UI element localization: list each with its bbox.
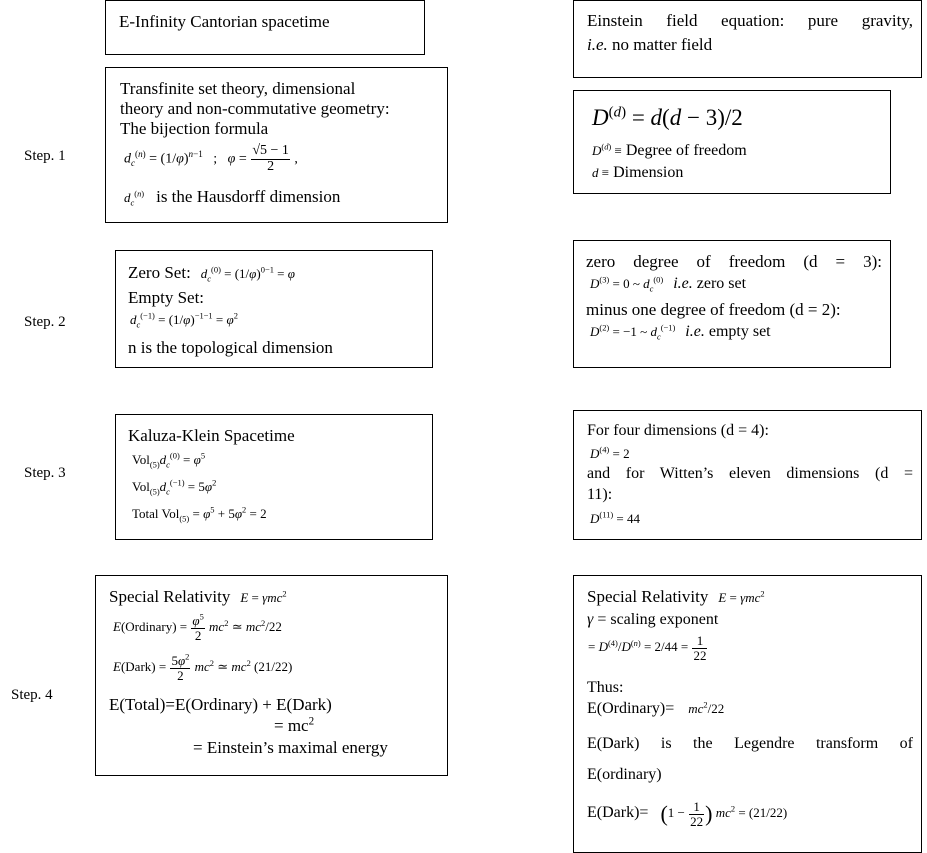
right-dark-line: E(Dark)= (1 − $\frac{1}{22}$ ) $mc^2 = (21/22)$: [587, 799, 788, 829]
right-s3-witten1: and for Witten’s eleven dimensions (d =: [587, 465, 913, 482]
gamma-line: γ = scaling exponent: [587, 611, 719, 628]
left-s1-line2: theory and non-commutative geometry:: [120, 99, 390, 118]
bijection-formula: $d_c^{(n)} = (1/\varphi)^{n-1}$ ; φ = $\frac{√5 - 1}{2}$ ,: [124, 143, 298, 174]
right-step4-box: [573, 575, 922, 853]
right-step1-box: [573, 90, 891, 194]
d4-formula: $D^{(4)} = 2$: [590, 444, 630, 461]
right-s1-dim: Dimension: [613, 164, 684, 181]
right-s4-ord: E(Ordinary)=: [587, 700, 675, 717]
gamma-formula: = $D^{(4)}/D^{(n)} = 2/44$ = $\frac{1}{22}$: [588, 633, 707, 663]
step-label-2: Step. 2: [24, 314, 66, 330]
left-step3-box: [115, 414, 433, 540]
left-s2-topo: n is the topological dimension: [128, 338, 333, 357]
vol-formula-2: $Vol_{(5)}d_c^{(-1)} = 5\varphi^2$: [132, 477, 217, 497]
left-s4-total: E(Total)=E(Ordinary) + E(Dark): [109, 695, 332, 714]
right-s4-dark: E(Dark)=: [587, 804, 649, 822]
e-dark-formula: E(Dark) = $\frac{5\varphi^2}{2}$ $mc^2$ ≃ $mc^2$ (21/22): [113, 651, 293, 683]
right-s4-legendre1: E(Dark) is the Legendre transform of: [587, 735, 913, 752]
left-title-box: [105, 0, 425, 55]
zero-set-line: Zero Set: $d_c^{(0)} = (1/\varphi)^{0-1} = \varphi$: [128, 263, 295, 284]
left-sr-line: Special Relativity E = γmc$^2$: [109, 587, 287, 606]
right-s1-dof: Degree of freedom: [625, 142, 747, 159]
right-s4-title: Special Relativity: [587, 587, 709, 606]
right-s2-minus: minus one degree of freedom (d = 2):: [586, 300, 841, 319]
left-s3-title: Kaluza-Klein Spacetime: [128, 426, 295, 445]
left-s1-hausdorff: is the Hausdorff dimension: [156, 187, 341, 206]
left-title: E-Infinity Cantorian spacetime: [119, 12, 330, 31]
left-s4-einstein: = Einstein’s maximal energy: [193, 738, 388, 757]
right-sr-line: Special Relativity E = γmc$^2$: [587, 587, 765, 606]
hausdorff-line: $d_c^{(n)}$ is the Hausdorff dimension: [124, 187, 341, 208]
e-ordinary-formula: E(Ordinary) = $\frac{\varphi^5}{2}$ $mc^2$ ≃ $mc^2/22$: [113, 611, 282, 643]
dim-def-line: d ≡ Dimension: [592, 164, 684, 181]
right-s4-legendre2: E(ordinary): [587, 766, 662, 783]
empty-set-dof-formula: $D^{(2)} = -1$ ~ $d_c^{(-1)}$ i.e. empty set: [590, 322, 771, 342]
left-s4-mc2: = mc: [274, 716, 309, 735]
zero-set-formula: $D^{(3)} = 0$ ~ $d_c^{(0)}$ i.e. zero set: [590, 274, 747, 294]
right-title-box: [573, 0, 922, 78]
left-s1-line3: The bijection formula: [120, 119, 269, 138]
left-step2-box: [115, 250, 433, 368]
right-s2-zero-set: zero set: [696, 275, 747, 292]
left-s4-title: Special Relativity: [109, 587, 231, 606]
dof-formula: $D^{(d)} = d(d - 3)/2$: [592, 104, 743, 130]
right-s4-thus: Thus:: [587, 679, 624, 696]
right-title-line1: Einstein field equation: pure gravity,: [587, 11, 913, 30]
right-s2-zero-dof: zero degree of freedom (d = 3):: [586, 252, 882, 271]
right-s2-empty-set: empty set: [708, 323, 771, 340]
left-s1-line1: Transfinite set theory, dimensional: [120, 79, 356, 98]
left-s2-empty: Empty Set:: [128, 288, 205, 307]
d11-formula: $D^{(11)} = 44$: [590, 509, 640, 526]
left-step4-box: [95, 575, 448, 776]
right-ord-line: E(Ordinary)= $mc^2/22$: [587, 699, 725, 717]
right-s4-gamma: = scaling exponent: [597, 611, 719, 628]
step-label-3: Step. 3: [24, 465, 66, 481]
right-s3-four: For four dimensions (d = 4):: [587, 422, 769, 439]
vol-formula-1: $Vol_{(5)}d_c^{(0)} = \varphi^5$: [132, 450, 206, 470]
right-title-line2: no matter field: [612, 35, 713, 54]
step-label-1: Step. 1: [24, 148, 66, 164]
left-step1-box: [105, 67, 448, 223]
left-mc2-line: = $mc^2$: [274, 715, 315, 735]
vol-formula-total: Total $Vol_{(5)} = \varphi^5 + 5\varphi^2 = 2$: [132, 504, 267, 524]
right-step3-box: [573, 410, 922, 540]
left-s2-zero: Zero Set:: [128, 263, 191, 282]
right-title-ie: i.e.: [587, 35, 608, 54]
right-title-line2-wrap: [587, 36, 712, 53]
dof-def-line: $D^{(d)}$ ≡ Degree of freedom: [592, 141, 747, 159]
right-s3-witten2: 11):: [587, 486, 613, 503]
step-label-4: Step. 4: [11, 687, 53, 703]
empty-set-formula: $d_c^{(-1)} = (1/\varphi)^{-1-1} = \varphi^2$: [130, 310, 238, 330]
right-step2-box: [573, 240, 891, 368]
